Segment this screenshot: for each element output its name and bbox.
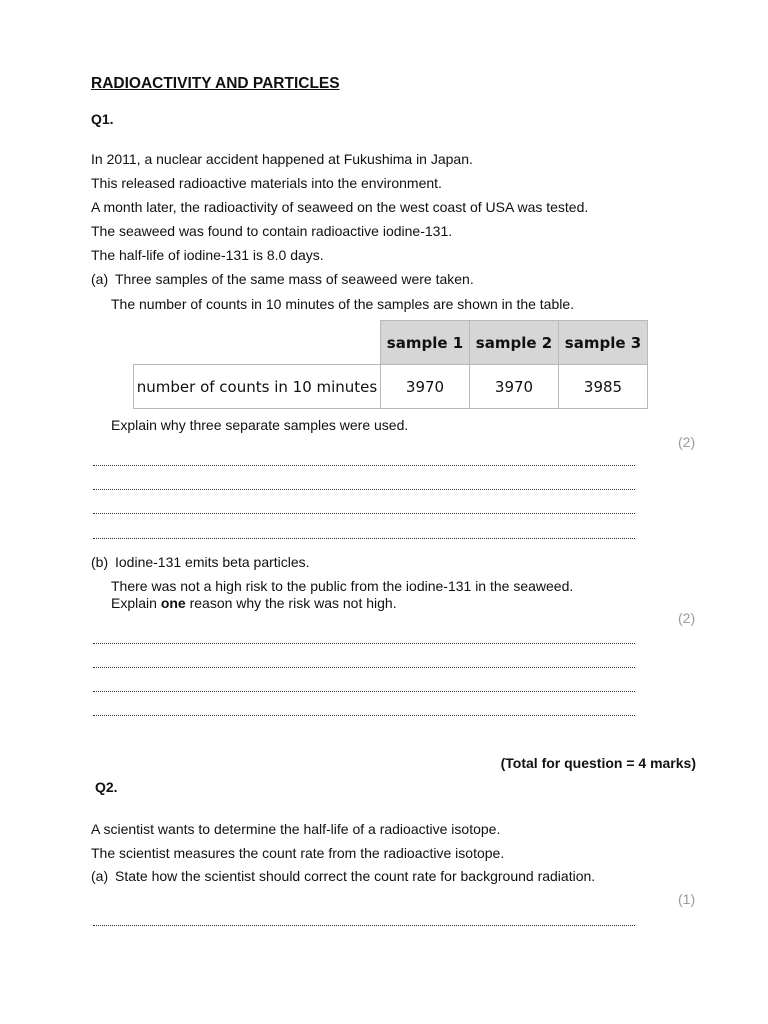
q1b-question-post: reason why the risk was not high. — [185, 595, 397, 611]
q1a-text-2: The number of counts in 10 minutes of the samples are shown in the table. — [111, 296, 575, 312]
table-corner — [134, 321, 381, 365]
table-row-label: number of counts in 10 minutes — [134, 365, 381, 409]
q1a-prefix: (a) — [91, 271, 109, 287]
q1a-question: Explain why three separate samples were used. — [111, 417, 409, 433]
answer-line[interactable] — [93, 513, 635, 514]
answer-line[interactable] — [93, 465, 635, 466]
q2a-marks: (1) — [678, 891, 696, 907]
q1b-marks: (2) — [678, 610, 696, 626]
answer-line[interactable] — [93, 715, 635, 716]
q2-intro-line-2: The scientist measures the count rate from the radioactive isotope. — [91, 845, 505, 861]
table-cell-sample-1: 3970 — [381, 365, 470, 409]
answer-line[interactable] — [93, 489, 635, 490]
table-header-sample-1: sample 1 — [381, 321, 470, 365]
q1b-prefix: (b) — [91, 554, 109, 570]
q1b-question — [111, 594, 397, 612]
answer-line[interactable] — [93, 643, 635, 644]
table-header-sample-2: sample 2 — [470, 321, 559, 365]
q1-label: Q1. — [91, 111, 114, 127]
q1a-marks: (2) — [678, 434, 696, 450]
q2-intro-line-1: A scientist wants to determine the half-life of a radioactive isotope. — [91, 821, 501, 837]
q1b-text: Iodine-131 emits beta particles. — [115, 554, 310, 570]
q1a-text: Three samples of the same mass of seaweed were taken. — [115, 271, 474, 287]
q1b-text-2: There was not a high risk to the public from the iodine-131 in the seaweed. — [111, 578, 574, 594]
q2a-text: State how the scientist should correct the count rate for background radiation. — [115, 868, 596, 884]
answer-line[interactable] — [93, 538, 635, 539]
table-row — [134, 365, 648, 409]
table-header-row — [134, 321, 648, 365]
counts-table — [133, 320, 648, 409]
page-title: RADIOACTIVITY AND PARTICLES — [91, 75, 340, 92]
table-header-sample-3: sample 3 — [559, 321, 648, 365]
q1-intro-line-3: A month later, the radioactivity of seaweed on the west coast of USA was tested. — [91, 199, 589, 215]
answer-line[interactable] — [93, 691, 635, 692]
q1-intro-line-2: This released radioactive materials into the environment. — [91, 175, 442, 191]
q1-intro-line-4: The seaweed was found to contain radioactive iodine-131. — [91, 223, 453, 239]
answer-line[interactable] — [93, 925, 635, 926]
answer-line[interactable] — [93, 667, 635, 668]
q1b-question-bold: one — [160, 595, 186, 611]
q1-intro-line-5: The half-life of iodine-131 is 8.0 days. — [91, 247, 324, 263]
q2a-prefix: (a) — [91, 868, 109, 884]
q2-label: Q2. — [95, 779, 118, 795]
table-cell-sample-2: 3970 — [470, 365, 559, 409]
table-cell-sample-3: 3985 — [559, 365, 648, 409]
q1b-question-pre: Explain — [111, 595, 161, 611]
q1-intro-line-1: In 2011, a nuclear accident happened at Fukushima in Japan. — [91, 151, 473, 167]
q1-total-marks: (Total for question = 4 marks) — [500, 755, 696, 771]
